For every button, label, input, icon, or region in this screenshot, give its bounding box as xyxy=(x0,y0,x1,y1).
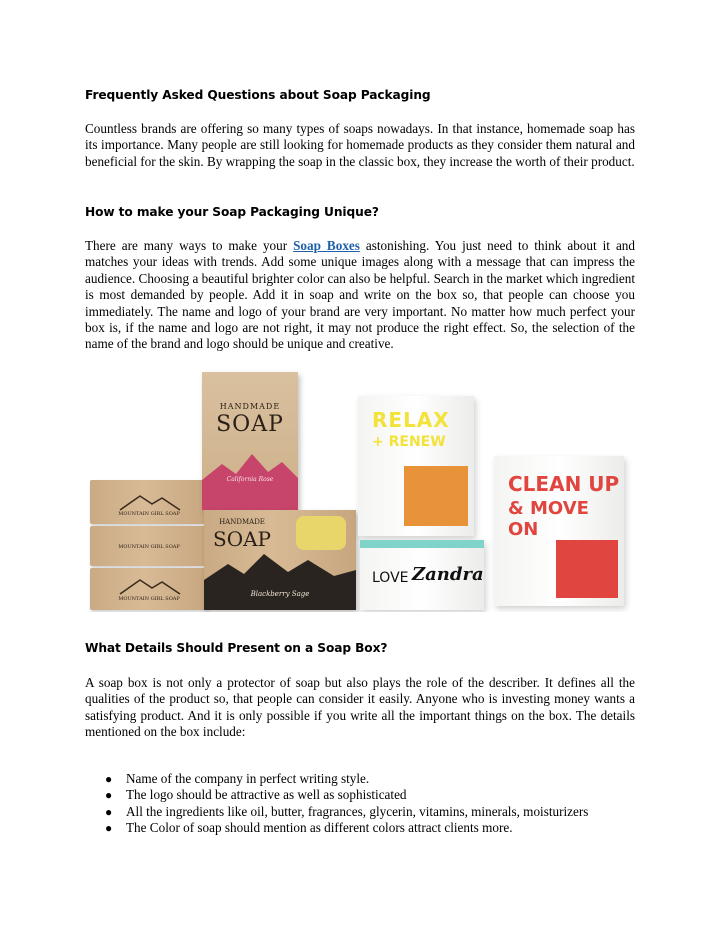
details-heading: What Details Should Present on a Soap Box? xyxy=(85,641,388,655)
unique-paragraph-start: There are many ways to make your xyxy=(85,238,294,253)
dark-box-soap: SOAP xyxy=(213,527,271,551)
red-soap-window xyxy=(556,540,618,598)
bullet-icon: ● xyxy=(105,788,113,803)
mountain-icon xyxy=(90,568,208,608)
pink-box-soap: SOAP xyxy=(216,412,284,437)
soap-bar xyxy=(296,516,346,550)
soap-boxes-photo xyxy=(84,360,636,612)
pink-soap-box xyxy=(202,372,298,510)
bullet-icon: ● xyxy=(105,772,113,786)
dark-mountain-art xyxy=(204,552,356,610)
stack-label-1: MOUNTAIN GIRL SOAP xyxy=(118,511,180,517)
list-item-text: All the ingredients like oil, butter, fragrances, glycerin, vitamins, minerals, moisturizers xyxy=(126,803,589,819)
pink-box-flavor: California Rose xyxy=(226,476,274,483)
orange-soap-window xyxy=(404,466,468,526)
unique-heading: How to make your Soap Packaging Unique? xyxy=(85,205,379,219)
love-word: LOVE xyxy=(372,570,409,586)
dark-box-handmade: HANDMADE xyxy=(219,518,265,526)
bullet-icon: ● xyxy=(105,804,113,819)
love-soap-box xyxy=(360,540,484,610)
mountain-icon xyxy=(90,480,208,524)
clean-title-1: CLEAN UP xyxy=(508,472,620,496)
dark-soap-box xyxy=(204,510,356,610)
stack-label-2: MOUNTAIN GIRL SOAP xyxy=(118,544,180,550)
relax-title-1: RELAX xyxy=(372,408,450,432)
list-item-text: The Color of soap should mention as different colors attract clients more. xyxy=(126,820,513,836)
stack-box-top xyxy=(90,480,208,524)
dark-box-flavor: Blackberry Sage xyxy=(250,590,310,598)
details-paragraph: A soap box is not only a protector of soap but also plays the role of the describer. It defines all the qualities of the product so, that people can consider it easily. Anyone who is investing money wants a satisfying product. And it is only possible if you write all the important things on the box. The details mentioned on the box include: xyxy=(85,675,635,740)
relax-soap-box xyxy=(358,396,474,536)
stack-box-middle xyxy=(90,526,208,566)
intro-paragraph: Countless brands are offering so many types of soaps nowadays. In that instance, homemade soap has its importance. Many people are still looking for homemade products as they consider them natural and beneficial for the skin. By wrapping the soap in the classic box, they increase the worth of their product. xyxy=(85,121,635,169)
bullet-icon: ● xyxy=(105,821,113,836)
teal-strip xyxy=(360,540,484,548)
list-item xyxy=(85,820,645,836)
unique-paragraph-end: astonishing. You just need to think about it and matches your ideas with trends. Add some unique images along with a message that can impress the audience. Choosing a beautiful brighter color can also be helpful. Search in the market which ingredient is most demanded by people. Add it in soap and write on the box so, that people can choose you immediately. The name and logo of your brand are very important. No matter how much perfect your box is, if the name and logo are not right, it may not produce the right effect. So, the selection of the name of the brand and logo should be unique and creative. xyxy=(85,238,635,352)
list-item-text: The logo should be attractive as well as sophisticated xyxy=(126,787,407,803)
stack-label-3: MOUNTAIN GIRL SOAP xyxy=(118,596,180,602)
clean-title-2: & MOVE ON xyxy=(508,498,589,540)
relax-title-2: + RENEW xyxy=(372,434,446,450)
details-list xyxy=(85,771,645,837)
list-item xyxy=(85,804,645,820)
list-item xyxy=(85,771,645,787)
unique-paragraph xyxy=(85,238,635,353)
pink-box-handmade: HANDMADE xyxy=(219,402,281,411)
list-item-text: Name of the company in perfect writing style. xyxy=(126,771,370,786)
love-name: Zandra xyxy=(412,564,484,585)
faq-heading: Frequently Asked Questions about Soap Packaging xyxy=(85,88,431,102)
stack-box-bottom xyxy=(90,568,208,610)
clean-soap-box xyxy=(494,456,624,606)
list-item xyxy=(85,787,645,803)
soap-boxes-link[interactable]: Soap Boxes xyxy=(293,238,360,253)
